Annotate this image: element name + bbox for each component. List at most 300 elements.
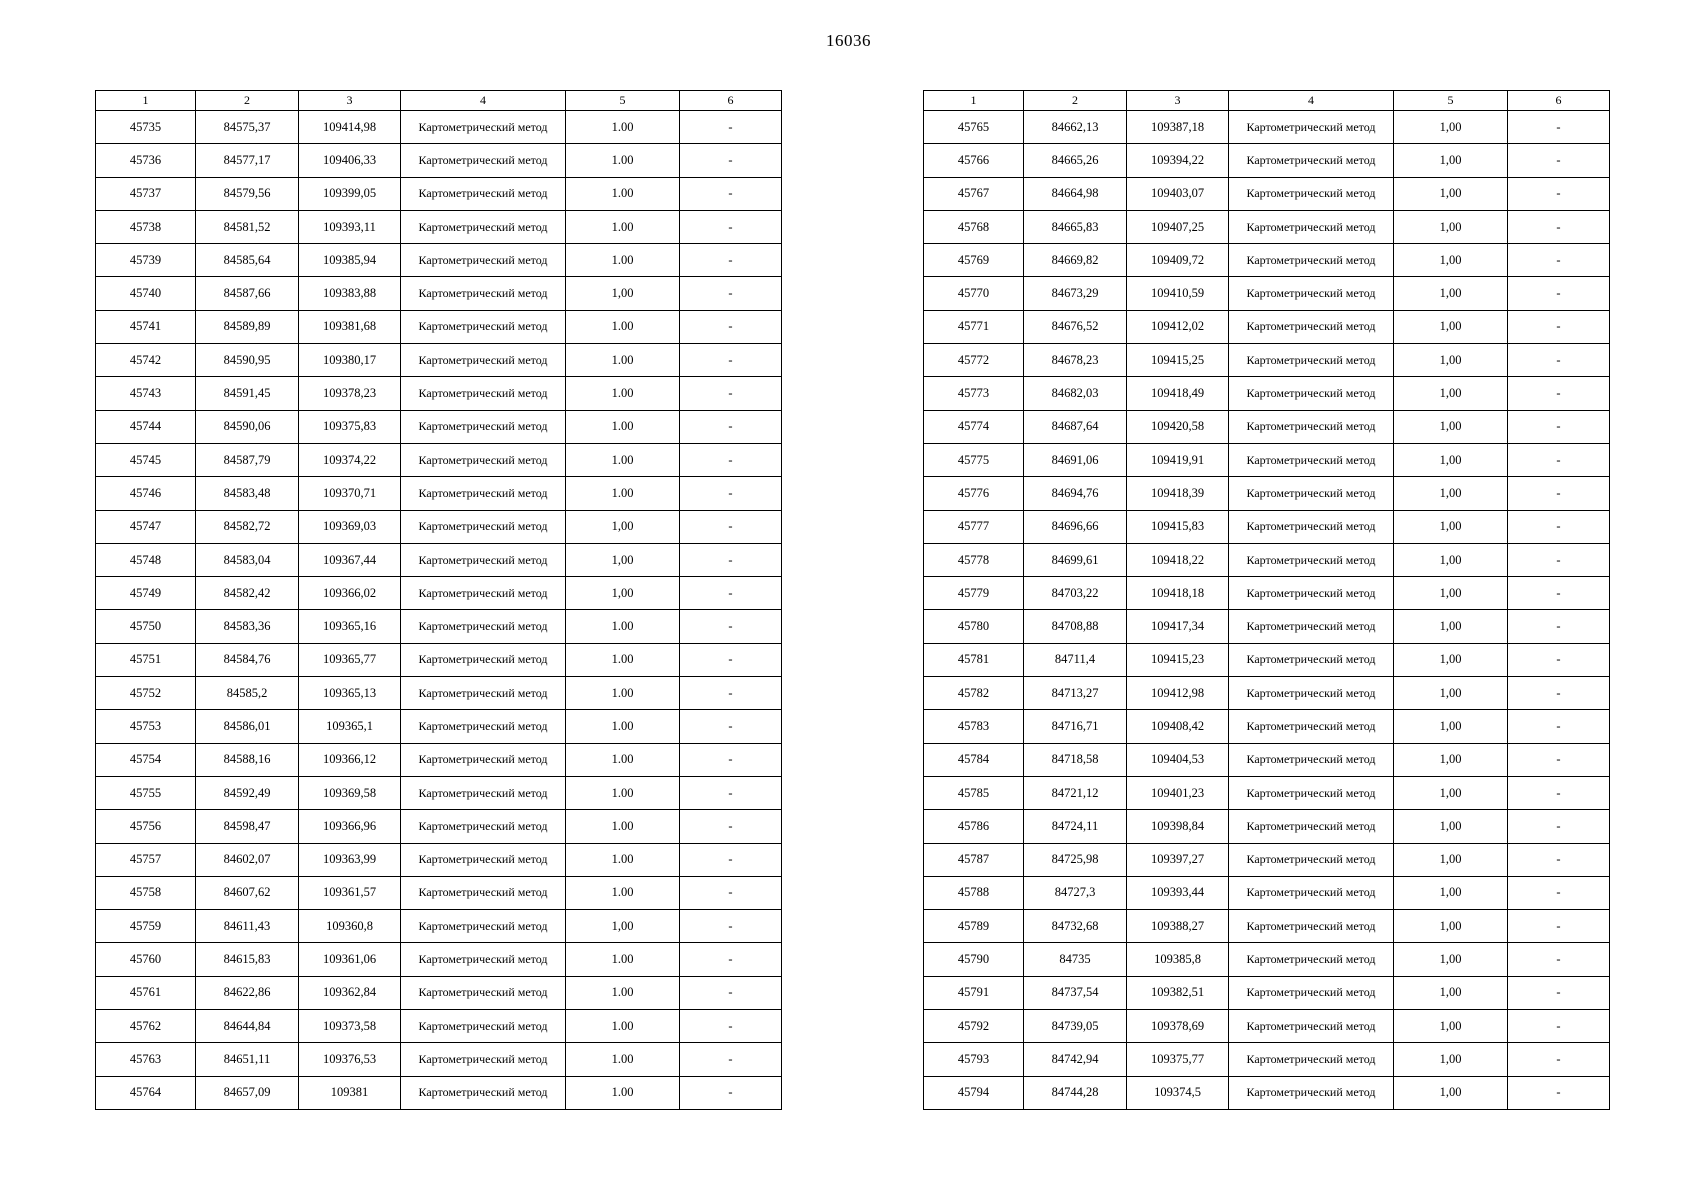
table-row — [96, 410, 782, 443]
table-row — [96, 710, 782, 743]
y-coordinate-cell: 109370,71 — [299, 477, 401, 510]
x-coordinate-cell: 84737,54 — [1024, 976, 1127, 1009]
accuracy-cell: 1,00 — [1394, 510, 1508, 543]
x-coordinate-cell: 84682,03 — [1024, 377, 1127, 410]
accuracy-cell: 1.00 — [566, 410, 680, 443]
point-number-cell: 45765 — [924, 111, 1024, 144]
method-cell: Картометрический метод — [401, 543, 566, 576]
x-coordinate-cell: 84587,66 — [196, 277, 299, 310]
point-number-cell: 45767 — [924, 177, 1024, 210]
y-coordinate-cell: 109382,51 — [1127, 976, 1229, 1009]
table-row — [924, 477, 1610, 510]
method-cell: Картометрический метод — [1229, 377, 1394, 410]
note-cell: - — [680, 177, 782, 210]
note-cell: - — [680, 876, 782, 909]
point-number-cell: 45776 — [924, 477, 1024, 510]
point-number-cell: 45788 — [924, 876, 1024, 909]
method-cell: Картометрический метод — [1229, 310, 1394, 343]
note-cell: - — [680, 643, 782, 676]
accuracy-cell: 1.00 — [566, 743, 680, 776]
point-number-cell: 45740 — [96, 277, 196, 310]
accuracy-cell: 1,00 — [566, 510, 680, 543]
note-cell: - — [1508, 876, 1610, 909]
y-coordinate-cell: 109403,07 — [1127, 177, 1229, 210]
accuracy-cell: 1,00 — [1394, 610, 1508, 643]
x-coordinate-cell: 84583,04 — [196, 543, 299, 576]
y-coordinate-cell: 109417,34 — [1127, 610, 1229, 643]
accuracy-cell: 1,00 — [1394, 244, 1508, 277]
method-cell: Картометрический метод — [401, 810, 566, 843]
note-cell: - — [680, 577, 782, 610]
point-number-cell: 45779 — [924, 577, 1024, 610]
x-coordinate-cell: 84602,07 — [196, 843, 299, 876]
x-coordinate-cell: 84721,12 — [1024, 776, 1127, 809]
y-coordinate-cell: 109362,84 — [299, 976, 401, 1009]
note-cell: - — [1508, 244, 1610, 277]
accuracy-cell: 1.00 — [566, 443, 680, 476]
x-coordinate-cell: 84744,28 — [1024, 1076, 1127, 1109]
point-number-cell: 45762 — [96, 1010, 196, 1043]
y-coordinate-cell: 109367,44 — [299, 543, 401, 576]
accuracy-cell: 1,00 — [1394, 210, 1508, 243]
table-row — [96, 377, 782, 410]
accuracy-cell: 1,00 — [1394, 710, 1508, 743]
point-number-cell: 45760 — [96, 943, 196, 976]
method-cell: Картометрический метод — [1229, 277, 1394, 310]
table-row — [96, 111, 782, 144]
table-row — [924, 776, 1610, 809]
method-cell: Картометрический метод — [1229, 876, 1394, 909]
note-cell: - — [1508, 1010, 1610, 1043]
point-number-cell: 45770 — [924, 277, 1024, 310]
table-row — [924, 577, 1610, 610]
x-coordinate-cell: 84644,84 — [196, 1010, 299, 1043]
accuracy-cell: 1.00 — [566, 344, 680, 377]
note-cell: - — [680, 1043, 782, 1076]
x-coordinate-cell: 84583,36 — [196, 610, 299, 643]
x-coordinate-cell: 84598,47 — [196, 810, 299, 843]
note-cell: - — [680, 244, 782, 277]
note-cell: - — [1508, 277, 1610, 310]
accuracy-cell: 1.00 — [566, 843, 680, 876]
x-coordinate-cell: 84622,86 — [196, 976, 299, 1009]
point-number-cell: 45754 — [96, 743, 196, 776]
table-row — [924, 843, 1610, 876]
table-body — [924, 111, 1610, 1110]
point-number-cell: 45736 — [96, 144, 196, 177]
note-cell: - — [680, 310, 782, 343]
x-coordinate-cell: 84582,42 — [196, 577, 299, 610]
x-coordinate-cell: 84727,3 — [1024, 876, 1127, 909]
method-cell: Картометрический метод — [1229, 910, 1394, 943]
table-row — [96, 1076, 782, 1109]
note-cell: - — [680, 776, 782, 809]
accuracy-cell: 1.00 — [566, 610, 680, 643]
accuracy-cell: 1,00 — [1394, 344, 1508, 377]
point-number-cell: 45769 — [924, 244, 1024, 277]
table-row — [96, 543, 782, 576]
x-coordinate-cell: 84699,61 — [1024, 543, 1127, 576]
accuracy-cell: 1.00 — [566, 876, 680, 909]
method-cell: Картометрический метод — [1229, 410, 1394, 443]
note-cell: - — [680, 976, 782, 1009]
method-cell: Картометрический метод — [1229, 111, 1394, 144]
method-cell: Картометрический метод — [1229, 1043, 1394, 1076]
table-row — [924, 1076, 1610, 1109]
y-coordinate-cell: 109375,83 — [299, 410, 401, 443]
accuracy-cell: 1,00 — [566, 910, 680, 943]
point-number-cell: 45777 — [924, 510, 1024, 543]
method-cell: Картометрический метод — [401, 244, 566, 277]
x-coordinate-cell: 84590,95 — [196, 344, 299, 377]
note-cell: - — [680, 510, 782, 543]
y-coordinate-cell: 109385,8 — [1127, 943, 1229, 976]
note-cell: - — [680, 210, 782, 243]
note-cell: - — [1508, 577, 1610, 610]
note-cell: - — [1508, 677, 1610, 710]
table-row — [96, 1043, 782, 1076]
x-coordinate-cell: 84592,49 — [196, 776, 299, 809]
point-number-cell: 45745 — [96, 443, 196, 476]
x-coordinate-cell: 84713,27 — [1024, 677, 1127, 710]
table-row — [96, 310, 782, 343]
method-cell: Картометрический метод — [401, 910, 566, 943]
point-number-cell: 45764 — [96, 1076, 196, 1109]
note-cell: - — [1508, 910, 1610, 943]
y-coordinate-cell: 109412,02 — [1127, 310, 1229, 343]
table-row — [96, 776, 782, 809]
page-number: 16036 — [826, 31, 871, 50]
y-coordinate-cell: 109375,77 — [1127, 1043, 1229, 1076]
y-coordinate-cell: 109415,25 — [1127, 344, 1229, 377]
method-cell: Картометрический метод — [1229, 677, 1394, 710]
table-row — [924, 177, 1610, 210]
method-cell: Картометрический метод — [401, 710, 566, 743]
y-coordinate-cell: 109380,17 — [299, 344, 401, 377]
table-row — [924, 610, 1610, 643]
accuracy-cell: 1.00 — [566, 643, 680, 676]
method-cell: Картометрический метод — [401, 510, 566, 543]
y-coordinate-cell: 109365,77 — [299, 643, 401, 676]
note-cell: - — [1508, 610, 1610, 643]
y-coordinate-cell: 109393,44 — [1127, 876, 1229, 909]
note-cell: - — [1508, 943, 1610, 976]
point-number-cell: 45743 — [96, 377, 196, 410]
y-coordinate-cell: 109381,68 — [299, 310, 401, 343]
note-cell: - — [1508, 510, 1610, 543]
y-coordinate-cell: 109412,98 — [1127, 677, 1229, 710]
point-number-cell: 45751 — [96, 643, 196, 676]
note-cell: - — [1508, 177, 1610, 210]
note-cell: - — [680, 410, 782, 443]
method-cell: Картометрический метод — [1229, 443, 1394, 476]
coordinates-table-left — [95, 90, 782, 1110]
table-row — [924, 310, 1610, 343]
x-coordinate-cell: 84586,01 — [196, 710, 299, 743]
note-cell: - — [680, 1076, 782, 1109]
y-coordinate-cell: 109409,72 — [1127, 244, 1229, 277]
note-cell: - — [680, 843, 782, 876]
x-coordinate-cell: 84591,45 — [196, 377, 299, 410]
point-number-cell: 45773 — [924, 377, 1024, 410]
y-coordinate-cell: 109378,23 — [299, 377, 401, 410]
point-number-cell: 45784 — [924, 743, 1024, 776]
accuracy-cell: 1.00 — [566, 1010, 680, 1043]
x-coordinate-cell: 84694,76 — [1024, 477, 1127, 510]
point-number-cell: 45744 — [96, 410, 196, 443]
note-cell: - — [1508, 344, 1610, 377]
y-coordinate-cell: 109378,69 — [1127, 1010, 1229, 1043]
x-coordinate-cell: 84665,83 — [1024, 210, 1127, 243]
method-cell: Картометрический метод — [1229, 477, 1394, 510]
y-coordinate-cell: 109397,27 — [1127, 843, 1229, 876]
point-number-cell: 45761 — [96, 976, 196, 1009]
method-cell: Картометрический метод — [401, 310, 566, 343]
x-coordinate-cell: 84579,56 — [196, 177, 299, 210]
note-cell: - — [1508, 111, 1610, 144]
table-row — [924, 677, 1610, 710]
table-row — [924, 943, 1610, 976]
column-header: 5 — [1394, 91, 1508, 111]
x-coordinate-cell: 84581,52 — [196, 210, 299, 243]
column-header: 6 — [1508, 91, 1610, 111]
accuracy-cell: 1.00 — [566, 310, 680, 343]
method-cell: Картометрический метод — [401, 111, 566, 144]
x-coordinate-cell: 84577,17 — [196, 144, 299, 177]
note-cell: - — [1508, 643, 1610, 676]
x-coordinate-cell: 84676,52 — [1024, 310, 1127, 343]
table-row — [924, 910, 1610, 943]
method-cell: Картометрический метод — [1229, 843, 1394, 876]
y-coordinate-cell: 109376,53 — [299, 1043, 401, 1076]
y-coordinate-cell: 109394,22 — [1127, 144, 1229, 177]
y-coordinate-cell: 109418,18 — [1127, 577, 1229, 610]
method-cell: Картометрический метод — [401, 177, 566, 210]
method-cell: Картометрический метод — [1229, 1010, 1394, 1043]
method-cell: Картометрический метод — [1229, 177, 1394, 210]
method-cell: Картометрический метод — [401, 344, 566, 377]
note-cell: - — [1508, 843, 1610, 876]
method-cell: Картометрический метод — [1229, 776, 1394, 809]
method-cell: Картометрический метод — [1229, 210, 1394, 243]
method-cell: Картометрический метод — [401, 677, 566, 710]
point-number-cell: 45749 — [96, 577, 196, 610]
table-row — [96, 643, 782, 676]
accuracy-cell: 1,00 — [1394, 443, 1508, 476]
note-cell: - — [680, 610, 782, 643]
method-cell: Картометрический метод — [401, 410, 566, 443]
x-coordinate-cell: 84588,16 — [196, 743, 299, 776]
x-coordinate-cell: 84708,88 — [1024, 610, 1127, 643]
point-number-cell: 45752 — [96, 677, 196, 710]
table-row — [96, 976, 782, 1009]
column-header: 6 — [680, 91, 782, 111]
accuracy-cell: 1,00 — [1394, 677, 1508, 710]
method-cell: Картометрический метод — [1229, 743, 1394, 776]
y-coordinate-cell: 109387,18 — [1127, 111, 1229, 144]
note-cell: - — [1508, 310, 1610, 343]
x-coordinate-cell: 84662,13 — [1024, 111, 1127, 144]
point-number-cell: 45792 — [924, 1010, 1024, 1043]
table-row — [924, 1043, 1610, 1076]
table-row — [924, 277, 1610, 310]
table-row — [96, 277, 782, 310]
table-row — [96, 510, 782, 543]
accuracy-cell: 1,00 — [1394, 577, 1508, 610]
point-number-cell: 45738 — [96, 210, 196, 243]
y-coordinate-cell: 109366,12 — [299, 743, 401, 776]
table-header-row — [924, 91, 1610, 111]
x-coordinate-cell: 84585,2 — [196, 677, 299, 710]
accuracy-cell: 1,00 — [1394, 943, 1508, 976]
x-coordinate-cell: 84615,83 — [196, 943, 299, 976]
point-number-cell: 45750 — [96, 610, 196, 643]
point-number-cell: 45741 — [96, 310, 196, 343]
note-cell: - — [680, 677, 782, 710]
table-row — [924, 510, 1610, 543]
y-coordinate-cell: 109360,8 — [299, 910, 401, 943]
method-cell: Картометрический метод — [1229, 610, 1394, 643]
x-coordinate-cell: 84725,98 — [1024, 843, 1127, 876]
x-coordinate-cell: 84687,64 — [1024, 410, 1127, 443]
accuracy-cell: 1.00 — [566, 1043, 680, 1076]
note-cell: - — [1508, 543, 1610, 576]
accuracy-cell: 1,00 — [1394, 1010, 1508, 1043]
point-number-cell: 45737 — [96, 177, 196, 210]
accuracy-cell: 1.00 — [566, 244, 680, 277]
accuracy-cell: 1,00 — [1394, 976, 1508, 1009]
table-row — [96, 743, 782, 776]
x-coordinate-cell: 84651,11 — [196, 1043, 299, 1076]
accuracy-cell: 1.00 — [566, 943, 680, 976]
y-coordinate-cell: 109420,58 — [1127, 410, 1229, 443]
point-number-cell: 45775 — [924, 443, 1024, 476]
method-cell: Картометрический метод — [1229, 344, 1394, 377]
note-cell: - — [680, 144, 782, 177]
accuracy-cell: 1,00 — [1394, 277, 1508, 310]
column-header: 4 — [1229, 91, 1394, 111]
y-coordinate-cell: 109407,25 — [1127, 210, 1229, 243]
point-number-cell: 45742 — [96, 344, 196, 377]
x-coordinate-cell: 84716,71 — [1024, 710, 1127, 743]
x-coordinate-cell: 84589,89 — [196, 310, 299, 343]
y-coordinate-cell: 109363,99 — [299, 843, 401, 876]
point-number-cell: 45766 — [924, 144, 1024, 177]
column-header: 3 — [1127, 91, 1229, 111]
y-coordinate-cell: 109361,06 — [299, 943, 401, 976]
note-cell: - — [680, 710, 782, 743]
y-coordinate-cell: 109414,98 — [299, 111, 401, 144]
y-coordinate-cell: 109366,02 — [299, 577, 401, 610]
note-cell: - — [1508, 1076, 1610, 1109]
table-row — [924, 876, 1610, 909]
accuracy-cell: 1,00 — [1394, 477, 1508, 510]
point-number-cell: 45759 — [96, 910, 196, 943]
method-cell: Картометрический метод — [401, 477, 566, 510]
point-number-cell: 45755 — [96, 776, 196, 809]
accuracy-cell: 1,00 — [1394, 377, 1508, 410]
accuracy-cell: 1.00 — [566, 776, 680, 809]
note-cell: - — [680, 910, 782, 943]
accuracy-cell: 1.00 — [566, 111, 680, 144]
table-row — [924, 111, 1610, 144]
x-coordinate-cell: 84575,37 — [196, 111, 299, 144]
method-cell: Картометрический метод — [401, 1076, 566, 1109]
y-coordinate-cell: 109393,11 — [299, 210, 401, 243]
method-cell: Картометрический метод — [401, 743, 566, 776]
method-cell: Картометрический метод — [401, 776, 566, 809]
y-coordinate-cell: 109415,83 — [1127, 510, 1229, 543]
table-row — [924, 1010, 1610, 1043]
column-header: 3 — [299, 91, 401, 111]
y-coordinate-cell: 109418,49 — [1127, 377, 1229, 410]
table-row — [924, 543, 1610, 576]
table-row — [96, 577, 782, 610]
table-row — [96, 177, 782, 210]
x-coordinate-cell: 84673,29 — [1024, 277, 1127, 310]
table-row — [96, 876, 782, 909]
column-header: 2 — [196, 91, 299, 111]
method-cell: Картометрический метод — [401, 144, 566, 177]
accuracy-cell: 1,00 — [1394, 177, 1508, 210]
point-number-cell: 45739 — [96, 244, 196, 277]
x-coordinate-cell: 84582,72 — [196, 510, 299, 543]
table-row — [924, 244, 1610, 277]
note-cell: - — [680, 477, 782, 510]
table-row — [924, 710, 1610, 743]
accuracy-cell: 1.00 — [566, 677, 680, 710]
accuracy-cell: 1,00 — [566, 277, 680, 310]
x-coordinate-cell: 84665,26 — [1024, 144, 1127, 177]
method-cell: Картометрический метод — [1229, 810, 1394, 843]
x-coordinate-cell: 84611,43 — [196, 910, 299, 943]
accuracy-cell: 1.00 — [566, 210, 680, 243]
column-header: 5 — [566, 91, 680, 111]
x-coordinate-cell: 84742,94 — [1024, 1043, 1127, 1076]
note-cell: - — [680, 810, 782, 843]
accuracy-cell: 1,00 — [1394, 310, 1508, 343]
point-number-cell: 45780 — [924, 610, 1024, 643]
note-cell: - — [1508, 1043, 1610, 1076]
note-cell: - — [1508, 144, 1610, 177]
point-number-cell: 45748 — [96, 543, 196, 576]
y-coordinate-cell: 109383,88 — [299, 277, 401, 310]
note-cell: - — [680, 543, 782, 576]
point-number-cell: 45746 — [96, 477, 196, 510]
column-header: 1 — [924, 91, 1024, 111]
column-header: 2 — [1024, 91, 1127, 111]
y-coordinate-cell: 109365,1 — [299, 710, 401, 743]
method-cell: Картометрический метод — [1229, 1076, 1394, 1109]
table-row — [924, 344, 1610, 377]
accuracy-cell: 1,00 — [566, 577, 680, 610]
method-cell: Картометрический метод — [1229, 577, 1394, 610]
point-number-cell: 45758 — [96, 876, 196, 909]
table-row — [924, 377, 1610, 410]
method-cell: Картометрический метод — [401, 210, 566, 243]
x-coordinate-cell: 84732,68 — [1024, 910, 1127, 943]
note-cell: - — [1508, 477, 1610, 510]
table-body — [96, 111, 782, 1110]
table-row — [924, 643, 1610, 676]
table-row — [96, 677, 782, 710]
point-number-cell: 45789 — [924, 910, 1024, 943]
y-coordinate-cell: 109374,22 — [299, 443, 401, 476]
method-cell: Картометрический метод — [401, 1043, 566, 1076]
y-coordinate-cell: 109418,22 — [1127, 543, 1229, 576]
table-row — [924, 210, 1610, 243]
accuracy-cell: 1.00 — [566, 477, 680, 510]
